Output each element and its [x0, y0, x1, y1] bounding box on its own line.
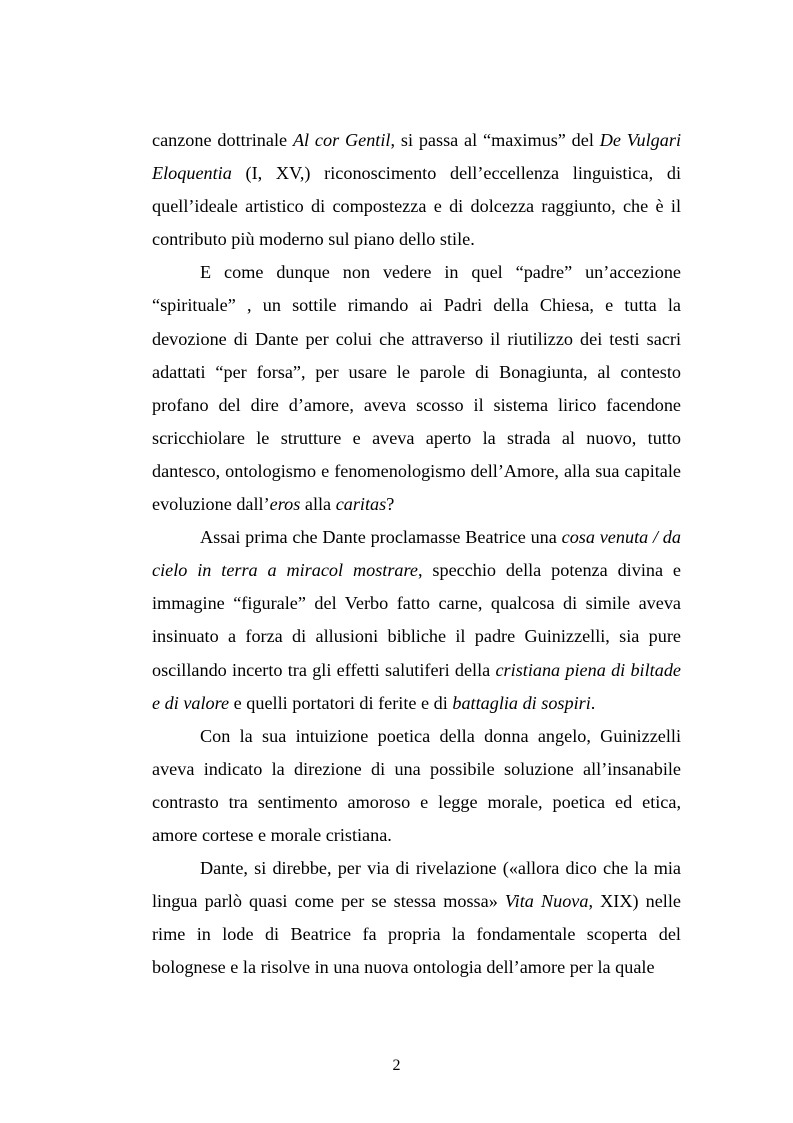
text-run: (I, XV,) riconoscimento dell’eccellenza linguistica, di quell’ideale artistico di compostezza e di dolcezza raggiunto, che è il contributo più moderno sul piano dello stile.	[152, 163, 681, 250]
text-run: E come dunque non vedere in quel “padre” un’accezione “spirituale” , un sottile rimando ai Padri della Chiesa, e tutta la devozione di Dante per colui che attraverso il riutilizzo dei testi sacri adattati “per forsa”, per usare le parole di Bonagiunta, al contesto profano del dire d’amore, aveva scosso il sistema lirico facendone scricchiolare le strutture e aveva aperto la strada al nuovo, tutto dantesco, ontologismo e fenomenologismo dell’Amore, alla sua capitale evoluzione dall’	[152, 262, 681, 515]
italic-text-run: eros	[269, 494, 301, 515]
paragraph	[152, 256, 681, 521]
text-run: e quelli portatori di ferite e di	[229, 692, 453, 713]
italic-text-run: cosa venuta / da cielo in terra a miracol mostrare	[152, 527, 681, 581]
italic-text-run: battaglia di sospiri	[452, 692, 591, 713]
paragraph	[152, 720, 681, 852]
text-run: Assai prima che Dante proclamasse Beatrice una	[200, 527, 562, 548]
text-run: , XIX) nelle rime in lode di Beatrice fa propria la fondamentale scoperta del bolognese e la risolve in una nuova ontologia dell’amore per la quale	[152, 891, 681, 978]
text-run: , specchio della potenza divina e immagine “figurale” del Verbo fatto carne, qualcosa di simile aveva insinuato a forza di allusioni bibliche il padre Guinizzelli, sia pure oscillando incerto tra gli effetti salutiferi della	[152, 560, 681, 680]
italic-text-run: Al cor Gentil	[292, 130, 391, 150]
text-run: alla	[300, 494, 336, 515]
italic-text-run: caritas	[335, 494, 387, 515]
text-run: canzone dottrinale	[152, 130, 293, 150]
italic-text-run: Vita Nuova	[504, 891, 589, 912]
text-run: Dante, si direbbe, per via di rivelazione («allora dico che la mia lingua parlò quasi come per se stessa mossa»	[152, 858, 681, 912]
paragraph	[152, 521, 681, 720]
paragraph	[152, 124, 681, 256]
page-number: 2	[392, 1057, 401, 1074]
text-run: , si passa al “maximus” del	[390, 130, 600, 150]
text-run: .	[590, 692, 596, 713]
text-run: ?	[386, 494, 395, 515]
italic-text-run: De Vulgari Eloquentia	[152, 130, 681, 184]
text-run: Con la sua intuizione poetica della donna angelo, Guinizzelli aveva indicato la direzione di una possibile soluzione all’insanabile contrasto tra sentimento amoroso e legge morale, poetica ed etica, amore cortese e morale cristiana.	[152, 725, 681, 845]
body-text	[152, 124, 681, 984]
paragraph	[152, 852, 681, 984]
italic-text-run: cristiana piena di biltade e di valore	[152, 659, 681, 713]
